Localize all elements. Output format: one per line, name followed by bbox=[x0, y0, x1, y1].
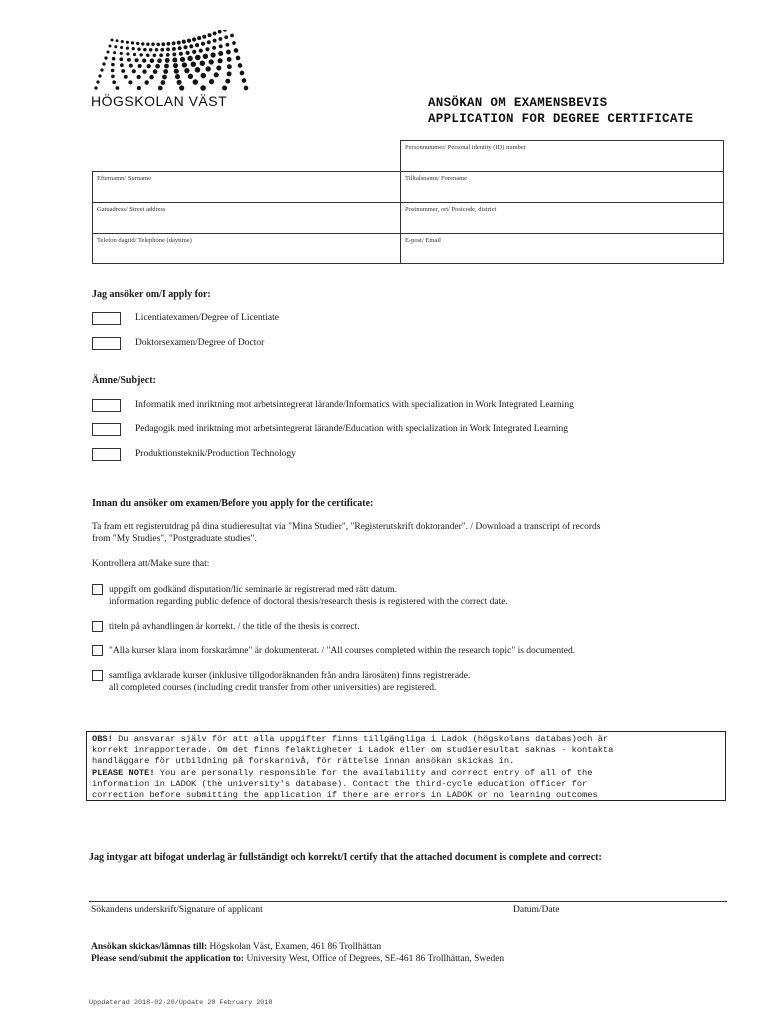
logo-text: HÖGSKOLAN VÄST bbox=[91, 93, 228, 109]
doctor-option: Doktorsexamen/Degree of Doctor bbox=[135, 338, 265, 348]
send-to-english-address: University West, Office of Degrees, SE-461 86 Trollhättan, Sweden bbox=[244, 954, 505, 964]
check-item bbox=[109, 645, 575, 657]
send-to-swedish bbox=[91, 941, 381, 953]
email-label: E-post/ Email bbox=[405, 237, 441, 244]
personal-id-label: Personnummer/ Personal identity (ID) number bbox=[405, 144, 526, 151]
check-intro: Kontrollera att/Make sure that: bbox=[92, 559, 210, 569]
send-to-english bbox=[91, 953, 504, 965]
update-footer: Uppdaterad 2018-02-20/Update 20 February 2018 bbox=[89, 999, 273, 1007]
check-item-text: titeln på avhandlingen är korrekt. / the title of the thesis is correct. bbox=[109, 622, 360, 632]
personal-id-field[interactable] bbox=[400, 140, 724, 172]
send-to-english-label: Please send/submit the application to: bbox=[91, 954, 245, 964]
email-field[interactable] bbox=[400, 233, 724, 264]
note-text: correction before submitting the application if there are errors in LADOK or no learning outcomes bbox=[92, 790, 598, 801]
date-label: Datum/Date bbox=[513, 905, 560, 915]
phone-label: Telefon dagtid/ Telephone (daytime) bbox=[97, 237, 192, 244]
check-item-sv: samtliga avklarade kurser (inklusive tillgodoräknanden från andra lärosäten) finns registrerade. bbox=[109, 671, 471, 681]
obs-text: korrekt inrapporterade. Om det finns felaktigheter i Ladok eller om studieresultat saknas - kontakta bbox=[92, 745, 614, 756]
informatics-checkbox[interactable] bbox=[92, 399, 121, 412]
send-to-swedish-address: Högskolan Väst, Examen, 461 86 Trollhättan bbox=[207, 942, 382, 952]
courses-registered-checkbox[interactable] bbox=[92, 670, 103, 681]
defence-registered-checkbox[interactable] bbox=[92, 584, 103, 595]
thesis-title-checkbox[interactable] bbox=[92, 621, 103, 632]
doctor-checkbox[interactable] bbox=[92, 337, 121, 350]
street-address-field[interactable] bbox=[92, 202, 401, 234]
street-address-label: Gatuadress/ Street address bbox=[97, 206, 166, 213]
obs-label: OBS! bbox=[92, 734, 113, 744]
check-item bbox=[109, 621, 360, 633]
surname-field[interactable] bbox=[92, 171, 401, 203]
transcript-line-1: Ta fram ett registerutdrag på dina studieresultat via "Mina Studier", "Registerutskrift doktorander". / Download a transcript of records bbox=[92, 522, 601, 532]
check-item-text: "Alla kurser klara inom forskarämne" är dokumenterat. / "All courses completed within the research topic" is documented. bbox=[109, 646, 576, 656]
check-item bbox=[109, 670, 470, 694]
forename-field[interactable] bbox=[400, 171, 724, 203]
subject-heading: Ämne/Subject: bbox=[92, 375, 156, 386]
licentiate-option: Licentiatexamen/Degree of Licentiate bbox=[135, 313, 280, 323]
apply-for-heading: Jag ansöker om/I apply for: bbox=[92, 289, 211, 300]
note-text: You are personally responsible for the availability and correct entry of all of the bbox=[154, 767, 593, 778]
signature-line[interactable] bbox=[89, 901, 727, 902]
check-item-en: all completed courses (including credit transfer from other universities) are registered. bbox=[109, 683, 437, 693]
production-technology-option: Produktionsteknik/Production Technology bbox=[135, 449, 296, 459]
education-option: Pedagogik med inriktning mot arbetsintegrerat lärande/Education with specialization in Work Integrated Learning bbox=[135, 424, 569, 434]
check-item bbox=[109, 584, 508, 608]
informatics-option: Informatik med inriktning mot arbetsintegrerat lärande/Informatics with specialization in Work Integrated Learning bbox=[135, 400, 574, 410]
notice-box bbox=[86, 731, 726, 801]
phone-field[interactable] bbox=[92, 233, 401, 264]
courses-documented-checkbox[interactable] bbox=[92, 645, 103, 656]
signature-label: Sökandens underskrift/Signature of applicant bbox=[91, 905, 263, 915]
education-checkbox[interactable] bbox=[92, 423, 121, 436]
title-english: APPLICATION FOR DEGREE CERTIFICATE bbox=[428, 112, 694, 126]
transcript-line-2: from "My Studies", "Postgraduate studies". bbox=[92, 534, 257, 544]
title-swedish: ANSÖKAN OM EXAMENSBEVIS bbox=[428, 96, 608, 110]
production-technology-checkbox[interactable] bbox=[92, 448, 121, 461]
certify-statement: Jag intygar att bifogat underlag är fullständigt och korrekt/I certify that the attached document is complete and correct: bbox=[89, 852, 602, 863]
send-to-swedish-label: Ansökan skickas/lämnas till: bbox=[91, 942, 208, 952]
transcript-instructions bbox=[92, 521, 732, 545]
postcode-field[interactable] bbox=[400, 202, 724, 234]
obs-text: handläggare för utbildning på forskarnivå, för rättelse innan ansökan skickas in. bbox=[92, 756, 515, 767]
check-item-en: information regarding public defence of doctoral thesis/research thesis is registered with the correct date. bbox=[109, 597, 508, 607]
applicant-form bbox=[92, 140, 724, 264]
forename-label: Tilltalsnamn/ Forename bbox=[405, 175, 468, 182]
note-label: PLEASE NOTE! bbox=[92, 767, 155, 778]
obs-text: Du ansvarar själv för att alla uppgifter finns tillgängliga i Ladok (högskolans databas)och är bbox=[112, 734, 609, 744]
surname-label: Efternamn/ Surname bbox=[97, 175, 151, 182]
note-text: information in LADOK (the university's database). Contact the third-cycle education officer for bbox=[92, 778, 588, 789]
check-item-sv: uppgift om godkänd disputation/lic seminarie är registrerad med rätt datum. bbox=[109, 585, 398, 595]
postcode-label: Postnummer, ort/ Postcode, district bbox=[405, 206, 497, 213]
before-apply-heading: Innan du ansöker om examen/Before you apply for the certificate: bbox=[92, 498, 374, 509]
licentiate-checkbox[interactable] bbox=[92, 312, 121, 325]
